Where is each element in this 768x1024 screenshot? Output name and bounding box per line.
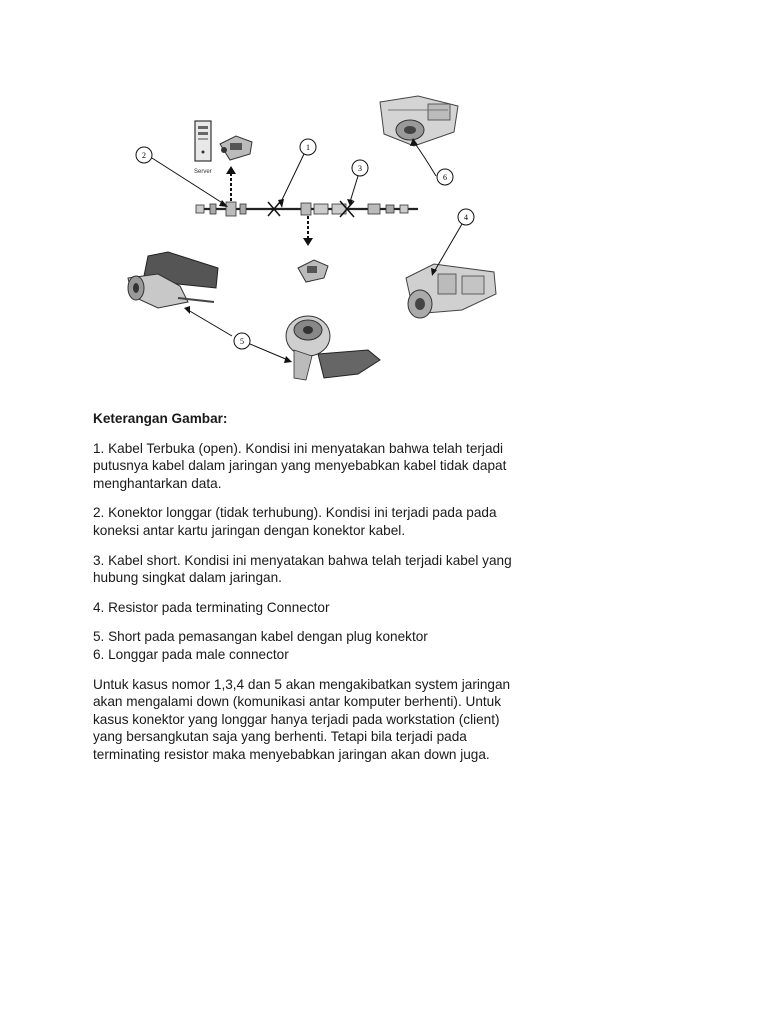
svg-text:6: 6: [443, 173, 447, 182]
callout-head-5a: [184, 306, 190, 314]
callout-line-4: [434, 224, 462, 272]
item-1: 1. Kabel Terbuka (open). Kondisi ini menyatakan bahwa telah terjadi putusnya kabel dalam jaringan yang menyebabkan kabel tidak dapat menghantarkan data.: [93, 440, 507, 491]
male-connector-image: [380, 96, 458, 146]
callout-line-3: [350, 176, 358, 202]
plug-connector-bottom-image: [286, 316, 380, 380]
callout-3: [352, 160, 368, 176]
callout-line-2: [152, 158, 224, 204]
callout-line-5a: [188, 310, 232, 336]
callout-5: [234, 333, 250, 349]
caption-text: [93, 410, 513, 776]
callout-1: [300, 139, 316, 155]
network-cable-diagram: [118, 88, 508, 388]
callout-2: [136, 147, 152, 163]
item-2: 2. Konektor longgar (tidak terhubung). Kondisi ini terjadi pada pada koneksi antar kartu jaringan dengan konektor kabel.: [93, 505, 497, 538]
callout-head-5b: [284, 356, 292, 363]
network-card-bottom-icon: [298, 260, 328, 282]
item-5: 5. Short pada pemasangan kabel dengan plug konektor: [93, 629, 428, 645]
item-6: 6. Longgar pada male connector: [93, 646, 289, 662]
svg-text:3: 3: [358, 164, 362, 173]
server-icon: [195, 121, 211, 161]
svg-text:2: 2: [142, 151, 146, 160]
server-label: Server: [194, 169, 212, 175]
plug-connector-left-image: [128, 252, 218, 308]
callout-line-1: [280, 154, 304, 204]
callout-6: [437, 169, 453, 185]
svg-text:4: 4: [464, 213, 468, 222]
terminating-connector-image: [406, 264, 496, 318]
svg-text:1: 1: [306, 143, 310, 152]
callout-line-6: [414, 142, 436, 176]
callout-line-5b: [250, 344, 288, 360]
callout-4: [458, 209, 474, 225]
network-card-top-icon: [220, 136, 252, 160]
item-4: 4. Resistor pada terminating Connector: [93, 599, 330, 615]
bus-cable: [196, 202, 418, 216]
arrow-down-head: [303, 238, 313, 246]
conclusion-paragraph: Untuk kasus nomor 1,3,4 dan 5 akan mengakibatkan system jaringan akan mengalami down (komunikasi antar komputer berhenti). Untuk kasus konektor yang longgar hanya terjadi pada workstation (client) yang bersangkutan saja yang berhenti. Tetapi bila terjadi pada terminating resistor maka menyebabkan jaringan akan down juga.: [93, 676, 511, 762]
item-3: 3. Kabel short. Kondisi ini menyatakan bahwa telah terjadi kabel yang hubung singkat dalam jaringan.: [93, 552, 512, 586]
svg-text:5: 5: [240, 337, 244, 346]
caption-heading: Keterangan Gambar:: [93, 411, 228, 426]
arrow-up-head: [226, 166, 236, 174]
